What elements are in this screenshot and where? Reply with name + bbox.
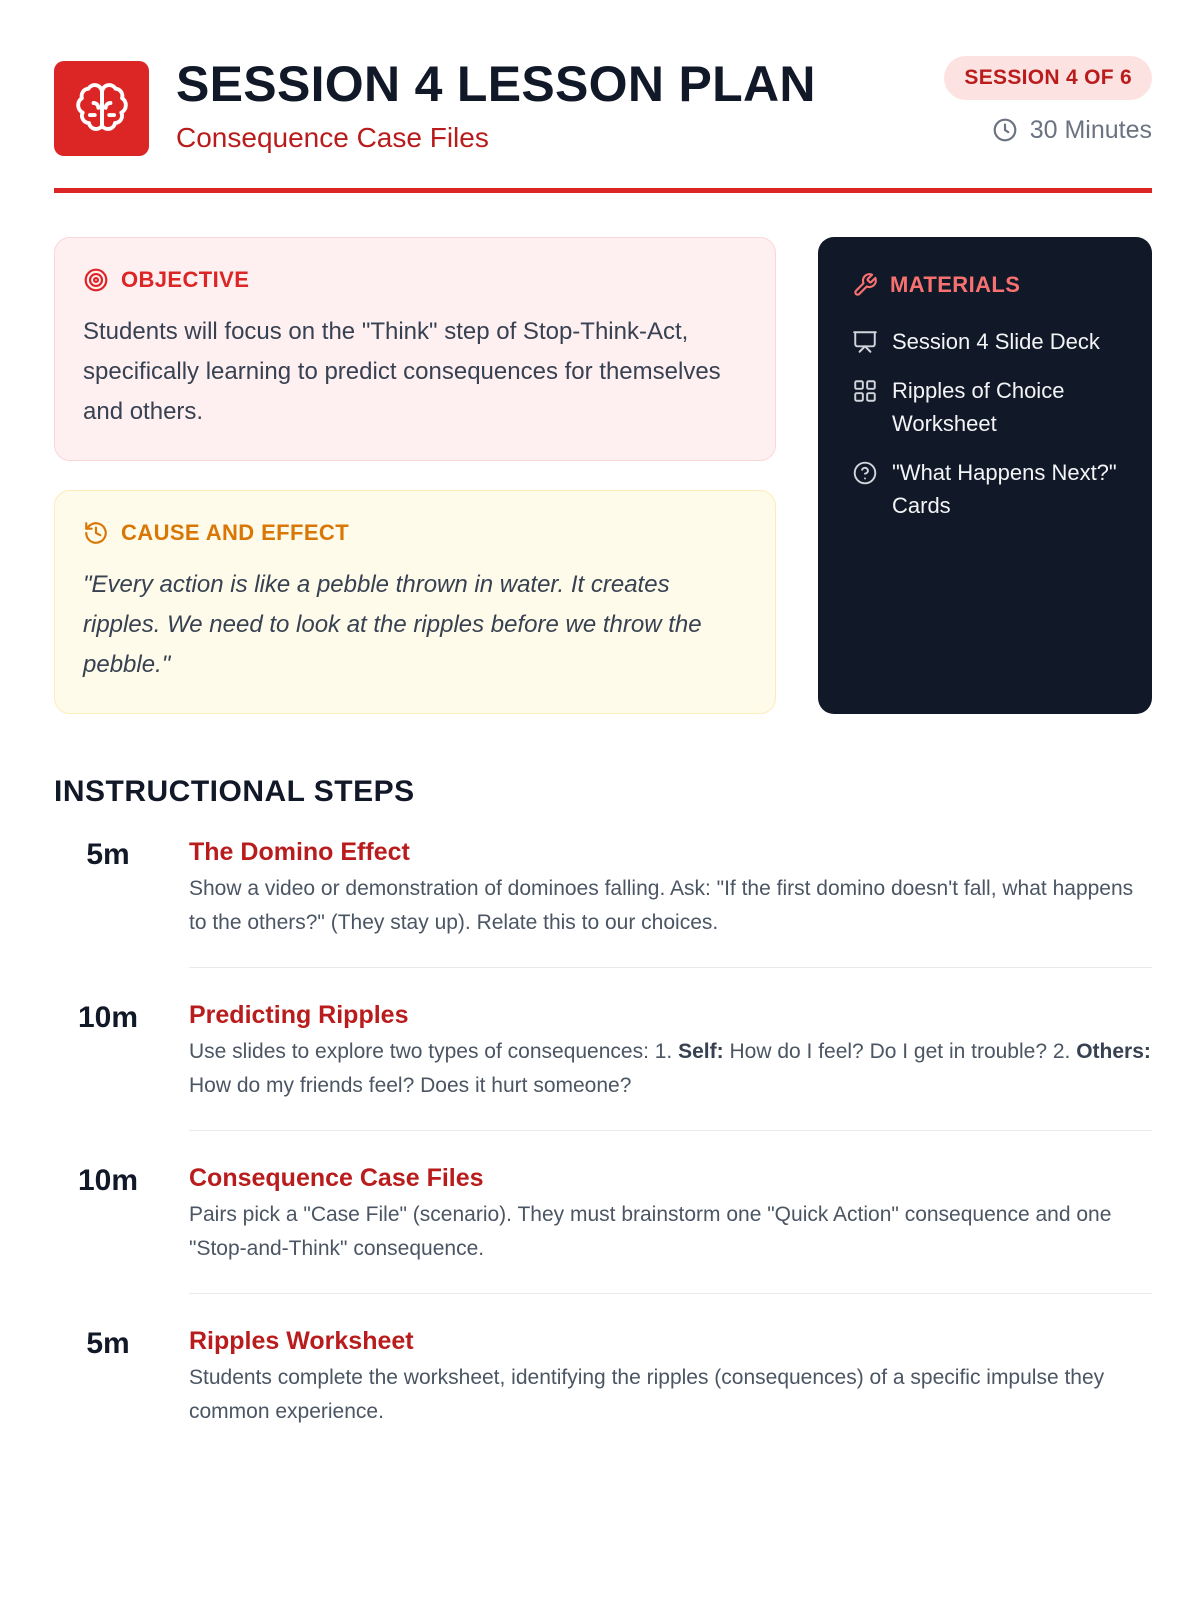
step-description: Show a video or demonstration of dominoes falling. Ask: "If the first domino doesn't fall, what happens to the others?" (They stay up). Relate this to our choices. [189, 877, 1134, 934]
materials-heading-label: MATERIALS [890, 272, 1021, 297]
session-badge: SESSION 4 OF 6 [944, 56, 1152, 100]
clock-icon [992, 117, 1018, 143]
step-content [189, 1162, 1152, 1266]
step-content [189, 999, 1152, 1103]
step-content [189, 1325, 1152, 1429]
materials-list [852, 325, 1118, 522]
material-label: "What Happens Next?" Cards [892, 460, 1117, 518]
lesson-plan-page [54, 0, 1152, 1600]
list-item [852, 325, 1118, 358]
others-text: How do my friends feel? Does it hurt someone? [189, 1074, 632, 1097]
materials-heading [852, 271, 1118, 299]
step-time: 5m [86, 1327, 130, 1360]
list-item [852, 456, 1118, 522]
duration [992, 112, 1152, 148]
header-divider [54, 188, 1152, 193]
step-divider [189, 967, 1152, 968]
material-label: Session 4 Slide Deck [892, 329, 1100, 354]
step-desc-intro: Use slides to explore two types of consequences: 1. [189, 1040, 673, 1063]
header [54, 56, 1152, 166]
step-time: 10m [77, 1164, 139, 1197]
history-icon [83, 520, 109, 546]
cause-effect-heading [83, 519, 747, 547]
objective-heading-label: OBJECTIVE [121, 267, 250, 292]
self-text: How do I feel? Do I get in trouble? [729, 1040, 1048, 1063]
steps-heading: INSTRUCTIONAL STEPS [54, 775, 415, 808]
step-time: 10m [77, 1001, 139, 1034]
page-subtitle: Consequence Case Files [176, 122, 489, 153]
cause-effect-heading-label: CAUSE AND EFFECT [121, 520, 350, 545]
step-divider [189, 1130, 1152, 1131]
duration-label: 30 Minutes [1029, 115, 1152, 144]
self-label: Self: [678, 1040, 724, 1063]
logo [54, 61, 149, 156]
step-title: Consequence Case Files [189, 1164, 484, 1192]
cause-effect-card [54, 490, 776, 714]
step-title: Ripples Worksheet [189, 1327, 414, 1355]
wrench-icon [852, 272, 878, 298]
step-time: 5m [86, 838, 130, 871]
objective-text: Students will focus on the "Think" step of Stop-Think-Act, specifically learning to predict consequences for themselves and others. [83, 318, 721, 425]
cause-effect-quote: "Every action is like a pebble thrown in water. It creates ripples. We need to look at the ripples before we throw the pebble." [83, 571, 702, 678]
step-divider [189, 1293, 1152, 1294]
page-title: SESSION 4 LESSON PLAN [176, 56, 816, 112]
grid-icon [852, 378, 878, 404]
step-description: Students complete the worksheet, identifying the ripples (consequences) of a specific impulse they common experience. [189, 1366, 1105, 1423]
list-item [852, 374, 1118, 440]
step-description: Pairs pick a "Case File" (scenario). They must brainstorm one "Quick Action" consequence and one "Stop-and-Think" consequence. [189, 1203, 1112, 1260]
target-icon [83, 267, 109, 293]
question-circle-icon [852, 460, 878, 486]
brain-icon [73, 80, 131, 138]
presentation-icon [852, 329, 878, 355]
step-title: Predicting Ripples [189, 1001, 409, 1029]
materials-card [818, 237, 1152, 714]
others-label: Others: [1076, 1040, 1151, 1063]
objective-heading [83, 266, 747, 294]
step-title: The Domino Effect [189, 838, 410, 866]
step-content [189, 836, 1152, 940]
step-description [189, 1035, 1152, 1103]
step-number: 2. [1052, 1040, 1071, 1063]
objective-card [54, 237, 776, 461]
material-label: Ripples of Choice Worksheet [892, 378, 1065, 436]
